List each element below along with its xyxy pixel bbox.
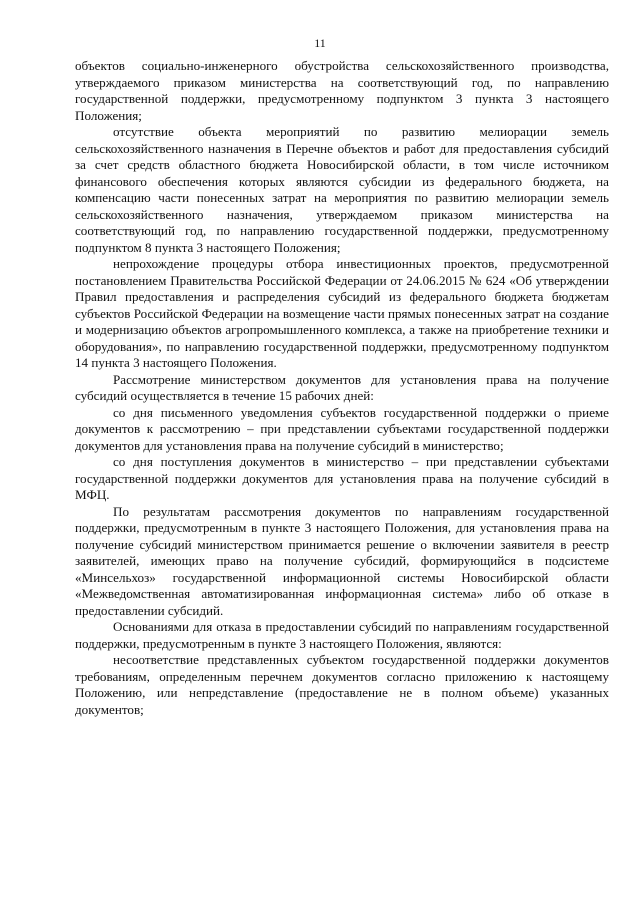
paragraph: По результатам рассмотрения документов по направлениям государственной поддержки, предусмотренным в пункте 3 настоящего Положения, для установления права на получение субсидий министерством принимается решение о включении заявителя в реестр заявителей, имеющих право на получение субсидий, формирующийся в подсистеме «Минсельхоз» государственной информационной системы Новосибирской области «Межведомственная автоматизированная информационная система» либо об отказе в предоставлении субсидий.	[75, 503, 609, 618]
paragraph: отсутствие объекта мероприятий по развитию мелиорации земель сельскохозяйственного назначения в Перечне объектов и работ для предоставления субсидий за счет средств областного бюджета Новосибирской области, в том числе источником финансового обеспечения которых являются субсидии из федерального бюджета, на компенсацию части понесенных затрат на мероприятия по развитию мелиорации земель сельскохозяйственного назначения, утверждаемом приказом министерства на соответствующий год, по направлению государственной поддержки, предусмотренному подпунктом 8 пункта 3 настоящего Положения;	[75, 124, 609, 255]
paragraph: непрохождение процедуры отбора инвестиционных проектов, предусмотренной постановлением Правительства Российской Федерации от 24.06.2015 № 624 «Об утверждении Правил предоставления и распределения субсидий из федерального бюджета бюджетам субъектов Российской Федерации на возмещение части прямых понесенных затрат на создание и модернизацию объектов агропромышленного комплекса, а также на приобретение техники и оборудования», по направлению государственной поддержки, предусмотренному подпунктом 14 пункта 3 настоящего Положения.	[75, 256, 609, 370]
page-number: 11	[314, 36, 326, 50]
paragraph: объектов социально-инженерного обустройства сельскохозяйственного производства, утверждаемого приказом министерства на соответствующий год, по направлению государственной поддержки, предусмотренному подпунктом 3 пункта 3 настоящего Положения;	[75, 58, 609, 123]
paragraph: несоответствие представленных субъектом государственной поддержки документов требованиям, определенным перечнем документов согласно приложению к настоящему Положению, или непредставление (предоставление не в полном объеме) указанных документов;	[75, 652, 609, 717]
paragraph: Рассмотрение министерством документов для установления права на получение субсидий осуществляется в течение 15 рабочих дней:	[75, 371, 609, 403]
document-body	[75, 58, 609, 718]
paragraph: со дня письменного уведомления субъектов государственной поддержки о приеме документов к рассмотрению – при представлении субъектами государственной поддержки документов для установления права на получение субсидий в министерство;	[75, 404, 609, 453]
paragraph: Основаниями для отказа в предоставлении субсидий по направлениям государственной поддержки, предусмотренным в пункте 3 настоящего Положения, являются:	[75, 619, 609, 651]
paragraph: со дня поступления документов в министерство – при представлении субъектами государственной поддержки документов для установления права на получение субсидий в МФЦ.	[75, 454, 609, 502]
